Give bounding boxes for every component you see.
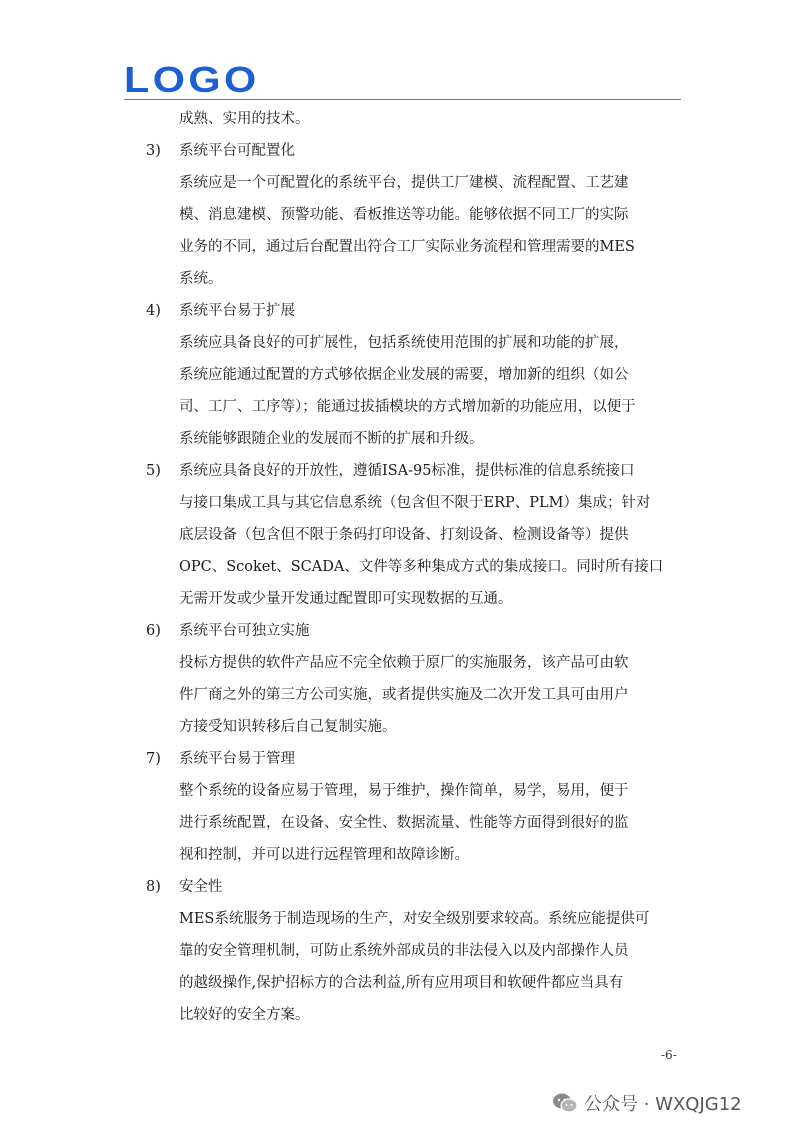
list-item-heading bbox=[146, 743, 686, 775]
list-item-title: 系统平台可配置化 bbox=[179, 143, 295, 159]
list-item-heading bbox=[146, 455, 686, 487]
paragraph-line: 系统应是一个可配置化的系统平台，提供工厂建模、流程配置、工艺建 bbox=[179, 175, 629, 191]
document-body bbox=[146, 103, 686, 1031]
paragraph-line: 系统应能通过配置的方式够依据企业发展的需要，增加新的组织（如公 bbox=[179, 367, 629, 383]
paragraph-line: 靠的安全管理机制，可防止系统外部成员的非法侵入以及内部操作人员 bbox=[179, 943, 629, 959]
list-item-number: 8) bbox=[146, 879, 161, 895]
list-item-title: 安全性 bbox=[179, 879, 223, 895]
list-item-number: 3) bbox=[146, 143, 161, 159]
list-item-title: 系统平台可独立实施 bbox=[179, 623, 310, 639]
paragraph-line: 系统应具备良好的可扩展性，包括系统使用范围的扩展和功能的扩展， bbox=[179, 335, 629, 351]
watermark-text: 公众号 · WXQJG12 bbox=[584, 1094, 742, 1115]
paragraph-line: 件厂商之外的第三方公司实施，或者提供实施及二次开发工具可由用户 bbox=[179, 687, 629, 703]
header-divider bbox=[124, 99, 681, 100]
list-item-number: 5) bbox=[146, 463, 161, 479]
paragraph-line: 进行系统配置，在设备、安全性、数据流量、性能等方面得到很好的监 bbox=[179, 815, 629, 831]
paragraph-line: 系统能够跟随企业的发展而不断的扩展和升级。 bbox=[179, 431, 484, 447]
paragraph-line: 无需开发或少量开发通过配置即可实现数据的互通。 bbox=[179, 591, 513, 607]
paragraph-line: 司、工厂、工序等）；能通过拔插模块的方式增加新的功能应用，以便于 bbox=[179, 399, 636, 415]
list-item-title: 系统平台易于扩展 bbox=[179, 303, 295, 319]
list-item-number: 6) bbox=[146, 623, 161, 639]
paragraph-line: 方接受知识转移后自己复制实施。 bbox=[179, 719, 397, 735]
list-item-heading bbox=[146, 135, 686, 167]
list-item-heading bbox=[146, 871, 686, 903]
wechat-icon bbox=[552, 1092, 578, 1114]
list-item-number: 4) bbox=[146, 303, 161, 319]
paragraph-line: 整个系统的设备应易于管理，易于维护，操作简单，易学，易用，便于 bbox=[179, 783, 629, 799]
paragraph-line: 比较好的安全方案。 bbox=[179, 1007, 310, 1023]
list-item-title: 系统平台易于管理 bbox=[179, 751, 295, 767]
paragraph-line: 系统。 bbox=[179, 271, 223, 287]
list-item-heading bbox=[146, 615, 686, 647]
paragraph-line: 与接口集成工具与其它信息系统（包含但不限于ERP、PLM）集成；针对 bbox=[179, 495, 651, 511]
paragraph-line: 模、消息建模、预警功能、看板推送等功能。能够依据不同工厂的实际 bbox=[179, 207, 629, 223]
list-item-title: 系统应具备良好的开放性，遵循ISA-95标准，提供标准的信息系统接口 bbox=[179, 463, 635, 479]
paragraph-line: 视和控制，并可以进行远程管理和故障诊断。 bbox=[179, 847, 469, 863]
list-item-number: 7) bbox=[146, 751, 161, 767]
list-item-heading bbox=[146, 295, 686, 327]
paragraph-line: 业务的不同，通过后台配置出符合工厂实际业务流程和管理需要的MES bbox=[179, 239, 635, 255]
watermark bbox=[552, 1090, 742, 1116]
page-number: -6- bbox=[661, 1048, 677, 1062]
numbered-list bbox=[146, 135, 686, 1031]
logo: LOGO bbox=[124, 59, 260, 100]
paragraph-line: OPC、Scoket、SCADA、文件等多种集成方式的集成接口。同时所有接口 bbox=[179, 559, 664, 575]
continuation-line: 成熟、实用的技术。 bbox=[179, 111, 310, 127]
paragraph-line: 投标方提供的软件产品应不完全依赖于原厂的实施服务，该产品可由软 bbox=[179, 655, 629, 671]
paragraph-line: 底层设备（包含但不限于条码打印设备、打刻设备、检测设备等）提供 bbox=[179, 527, 629, 543]
paragraph-line: MES系统服务于制造现场的生产，对安全级别要求较高。系统应能提供可 bbox=[179, 911, 650, 927]
paragraph-line: 的越级操作,保护招标方的合法利益,所有应用项目和软硬件都应当具有 bbox=[179, 975, 624, 991]
